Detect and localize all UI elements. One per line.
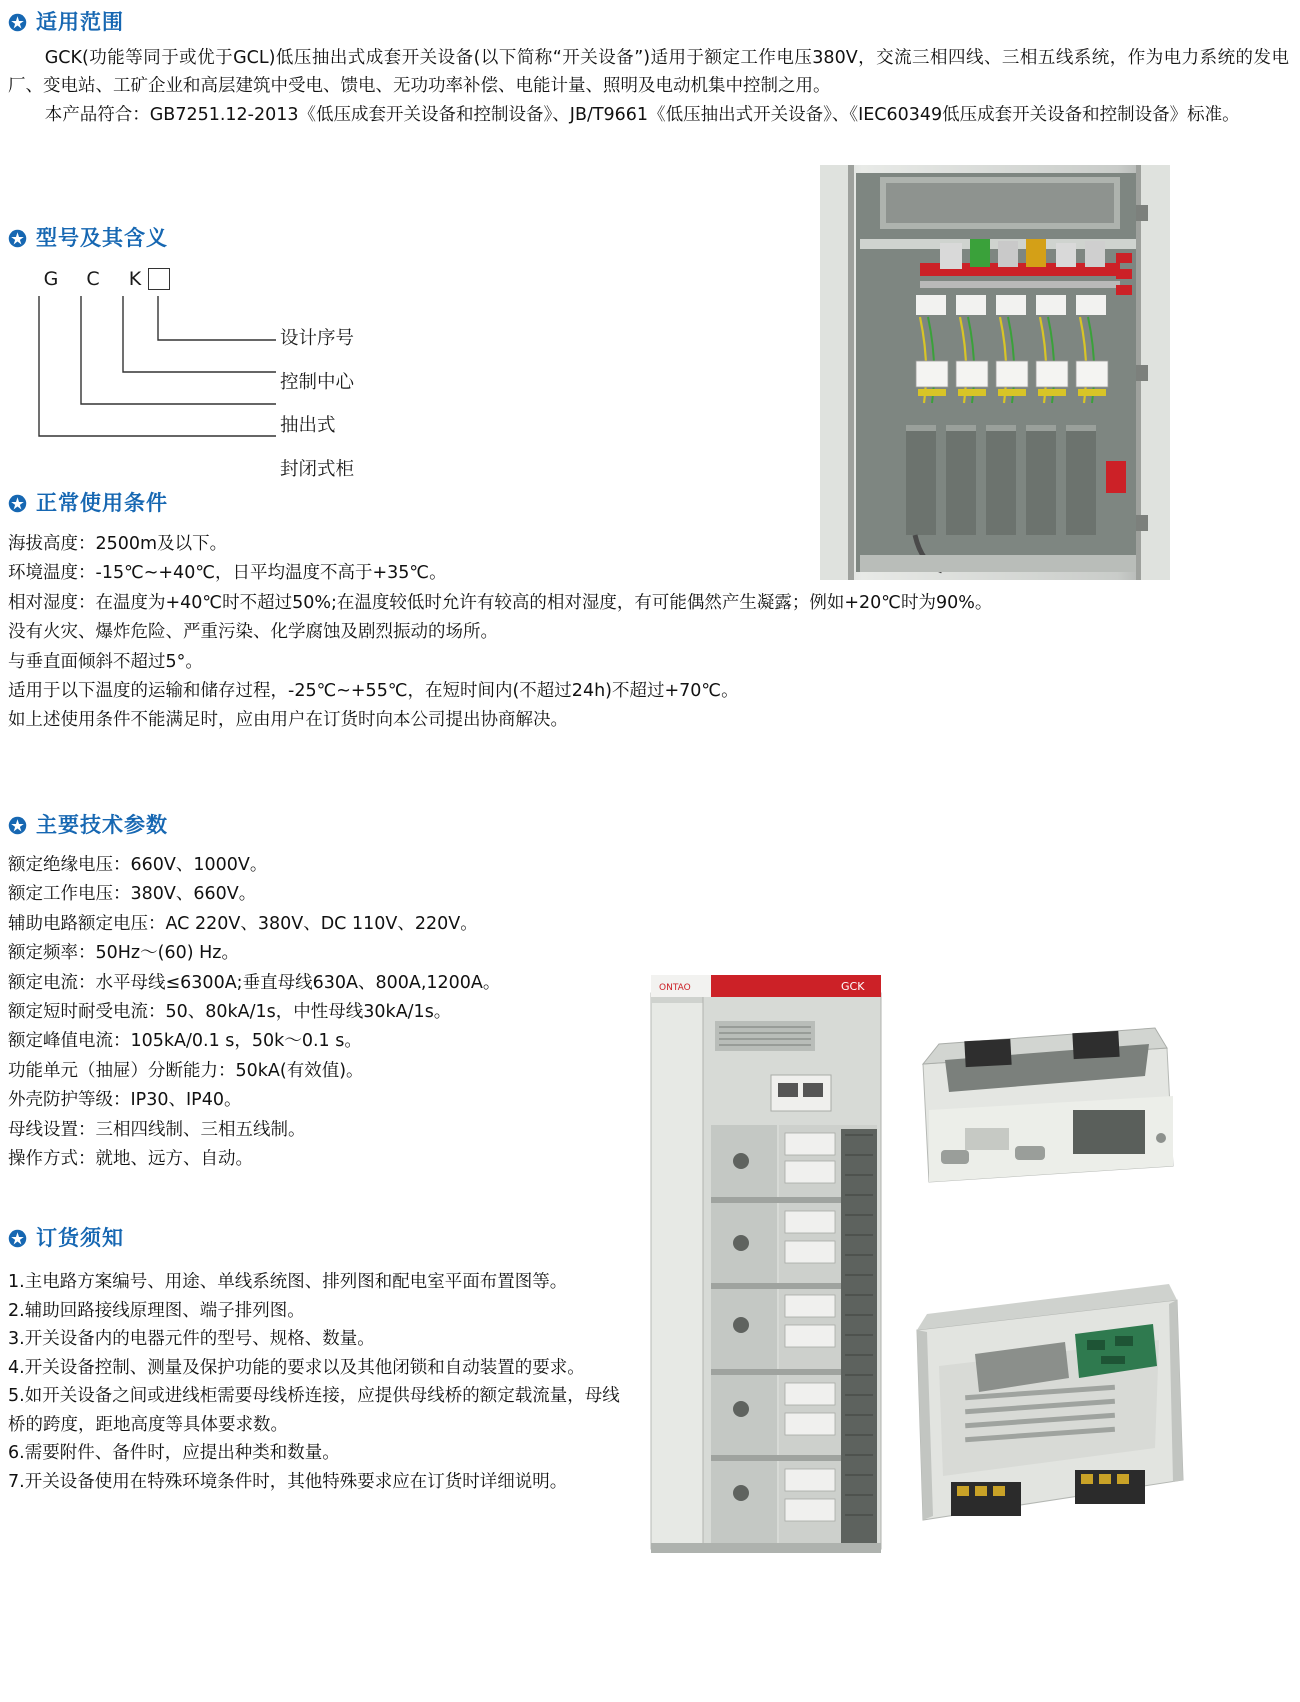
order-item: 2.辅助回路接线原理图、端子排列图。 [8, 1300, 305, 1321]
technical-line: 额定峰值电流：105kA/0.1 s，50k～0.1 s。 [8, 1031, 362, 1052]
flower-bullet-icon [8, 229, 27, 248]
flower-bullet-icon [8, 13, 27, 32]
technical-line: 功能单元（抽屉）分断能力：50kA(有效值)。 [8, 1060, 364, 1081]
model-labels [280, 330, 354, 504]
model-letter-g: G [43, 268, 59, 290]
section-title: 型号及其含义 [36, 226, 168, 250]
model-label-enclosed-cabinet: 封闭式柜 [280, 458, 355, 480]
model-letter-k: K [128, 268, 142, 290]
condition-line: 环境温度：-15℃~+40℃，日平均温度不高于+35℃。 [8, 563, 447, 584]
model-label-drawout: 抽出式 [280, 415, 336, 436]
scope-body [8, 44, 1289, 129]
scope-paragraph-2: 本产品符合：GB7251.12-2013《低压成套开关设备和控制设备》、JB/T9661《低压抽出式开关设备》、《IEC60349低压成套开关设备和控制设备》标准。 [44, 104, 1240, 125]
condition-line: 与垂直面倾斜不超过5°。 [8, 651, 203, 672]
condition-line: 海拔高度：2500m及以下。 [8, 534, 228, 554]
svg-text:GCK: GCK [841, 980, 865, 993]
section-title: 正常使用条件 [36, 491, 168, 515]
technical-line: 额定短时耐受电流：50、80kA/1s，中性母线30kA/1s。 [8, 1001, 452, 1022]
section-header-scope [8, 12, 124, 33]
order-item: 7.开关设备使用在特殊环境条件时，其他特殊要求应在订货时详细说明。 [8, 1471, 568, 1492]
order-item: 4.开关设备控制、测量及保护功能的要求以及其他闭锁和自动装置的要求。 [8, 1357, 585, 1378]
order-item: 1.主电路方案编号、用途、单线系统图、排列图和配电室平面布置图等。 [8, 1272, 568, 1292]
condition-line: 相对湿度：在温度为+40℃时不超过50%;在温度较低时允许有较高的相对湿度，有可能偶然产生凝露；例如+20℃时为90%。 [8, 592, 993, 613]
technical-line: 外壳防护等级：IP30、IP40。 [8, 1090, 242, 1111]
technical-line: 额定电流：水平母线≤6300A;垂直母线630A、800A,1200A。 [8, 972, 501, 993]
technical-line: 额定工作电压：380V、660V。 [8, 884, 257, 905]
cabinet-front-photo [645, 965, 890, 1555]
section-title: 主要技术参数 [36, 813, 168, 837]
order-notes-body [8, 1268, 623, 1496]
flower-bullet-icon [8, 1229, 27, 1248]
technical-line: 操作方式：就地、远方、自动。 [8, 1148, 253, 1169]
section-title: 订货须知 [36, 1226, 124, 1250]
scope-paragraph-1: GCK(功能等同于或优于GCL)低压抽出式成套开关设备(以下简称“开关设备”)适用于额定工作电压380V，交流三相四线、三相五线系统，作为电力系统的发电厂、变电站、工矿企业和高层建筑中受电、馈电、无功功率补偿、电能计量、照明及电动机集中控制之用。 [8, 48, 1289, 97]
section-header-model [8, 228, 168, 249]
technical-parameters-body [8, 851, 648, 1174]
cabinet-interior-photo [820, 165, 1170, 580]
model-letter-c: C [86, 268, 100, 290]
model-label-design-serial: 设计序号 [280, 328, 355, 349]
technical-line: 母线设置：三相四线制、三相五线制。 [8, 1119, 306, 1140]
drawer-unit-bottom-photo [905, 1270, 1190, 1560]
svg-text:ONTAO: ONTAO [659, 983, 691, 993]
order-item: 5.如开关设备之间或进线柜需要母线桥连接，应提供母线桥的额定载流量，母线桥的跨度，距地高度等具体要求数。 [8, 1386, 620, 1435]
flower-bullet-icon [8, 816, 27, 835]
flower-bullet-icon [8, 494, 27, 513]
model-leader-lines [8, 262, 528, 462]
model-designation-diagram [8, 262, 528, 480]
order-item: 3.开关设备内的电器元件的型号、规格、数量。 [8, 1329, 375, 1350]
technical-line: 额定频率：50Hz～(60) Hz。 [8, 943, 239, 964]
section-header-technical [8, 815, 168, 836]
section-title: 适用范围 [36, 10, 124, 34]
order-item: 6.需要附件、备件时，应提出种类和数量。 [8, 1443, 340, 1464]
condition-line: 如上述使用条件不能满足时，应由用户在订货时向本公司提出协商解决。 [8, 710, 568, 731]
condition-line: 没有火灾、爆炸危险、严重污染、化学腐蚀及剧烈振动的场所。 [8, 622, 498, 643]
drawer-unit-top-photo [905, 1010, 1190, 1210]
model-label-control-center: 控制中心 [280, 371, 355, 393]
technical-line: 额定绝缘电压：660V、1000V。 [8, 855, 268, 875]
section-header-conditions [8, 493, 168, 514]
technical-line: 辅助电路额定电压：AC 220V、380V、DC 110V、220V。 [8, 913, 478, 934]
section-header-order [8, 1228, 124, 1249]
condition-line: 适用于以下温度的运输和储存过程，-25℃~+55℃，在短时间内(不超过24h)不超过+70℃。 [8, 680, 739, 701]
